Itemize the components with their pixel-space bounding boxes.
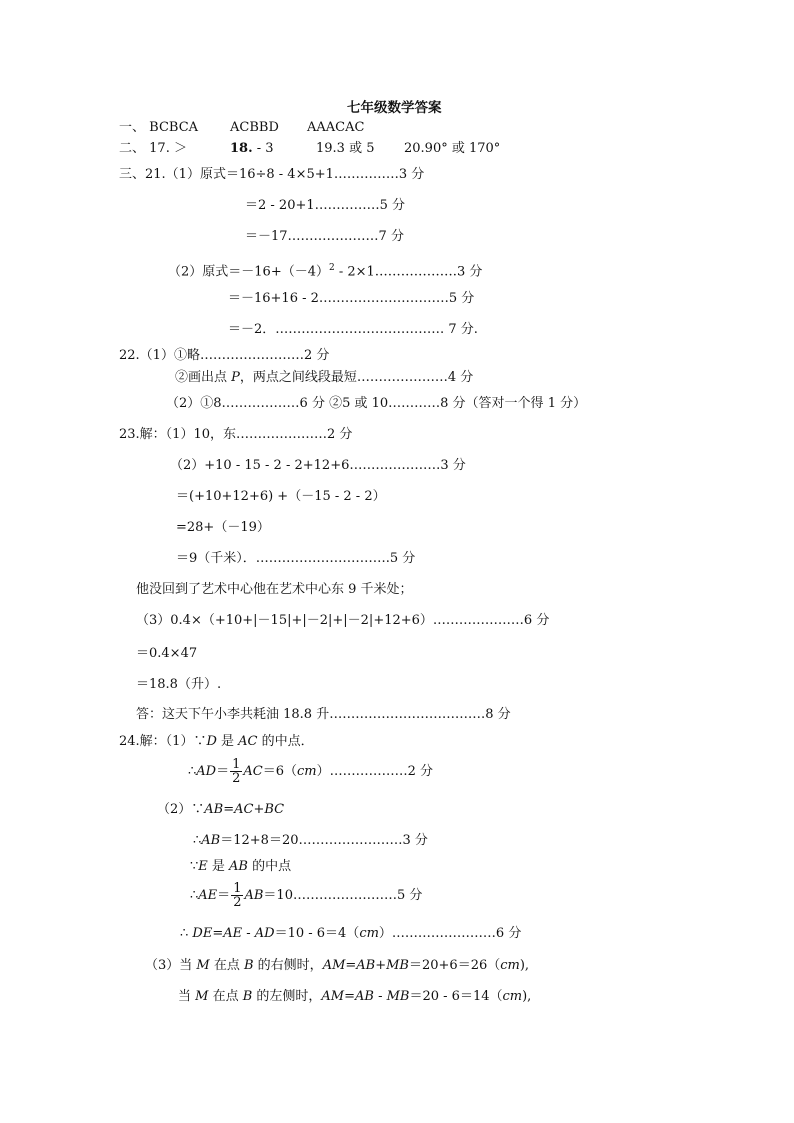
q24-line5-mid: 是 bbox=[207, 859, 230, 874]
unit-cm: cm bbox=[297, 764, 317, 779]
q23-line3: ＝(+10+12+6) +（－15 - 2 - 2） bbox=[176, 489, 386, 504]
q23-line10: 答：这天下午小李共耗油 18.8 升………………………………8 分 bbox=[136, 707, 511, 722]
unit-cm: cm bbox=[359, 926, 379, 941]
equals-sign: ＝ bbox=[217, 888, 231, 903]
unit-cm: cm bbox=[502, 989, 523, 1004]
q24-line8-mid: 在点 bbox=[209, 958, 244, 973]
q23-line8: ＝0.4×47 bbox=[136, 646, 198, 661]
q24-line8 bbox=[145, 957, 529, 975]
expr-ab-ac-bc: AB=AC+BC bbox=[204, 802, 285, 817]
section1-group1: BCBCA bbox=[149, 120, 199, 135]
q23-line9: ＝18.8（升）. bbox=[136, 677, 222, 692]
q24-line9-rest: ), bbox=[522, 989, 532, 1004]
q21-exponent: 2 bbox=[328, 263, 335, 273]
q18-answer bbox=[230, 140, 274, 158]
page-title: 七年级数学答案 bbox=[347, 100, 442, 116]
q21-line4 bbox=[168, 259, 482, 281]
q24-line9-text: 当 bbox=[178, 989, 196, 1004]
point-m: M bbox=[195, 989, 209, 1004]
q24-line1-text: 24.解：（1）∵ bbox=[119, 734, 207, 749]
segment-ab: AB bbox=[201, 833, 221, 848]
fraction-one-half bbox=[230, 758, 242, 785]
q24-line1-rest: 的中点． bbox=[257, 734, 314, 749]
equals-sign: ＝ bbox=[216, 764, 230, 779]
q24-line9-value: ＝20 - 6＝14（ bbox=[409, 989, 503, 1004]
segment-ab-2: AB bbox=[229, 859, 248, 874]
q24-line5-rest: 的中点 bbox=[248, 859, 292, 874]
q17-label: 17. bbox=[149, 141, 170, 156]
fraction-one-half bbox=[231, 882, 243, 909]
section2-label: 二、 bbox=[119, 141, 146, 156]
q18-label: 18. bbox=[230, 141, 253, 156]
q24-line9-mid: 在点 bbox=[208, 989, 243, 1004]
q24-line6 bbox=[190, 880, 422, 912]
q24-line6-rest: ＝10……………………5 分 bbox=[263, 888, 423, 903]
q21-line1: 三、21.（1）原式＝16÷8 - 4×5+1……………3 分 bbox=[119, 167, 425, 182]
q24-line9-mid2: 的左侧时， bbox=[252, 989, 322, 1004]
unit-cm: cm bbox=[500, 958, 520, 973]
q24-line4-rest: ＝12+8＝20……………………3 分 bbox=[220, 833, 428, 848]
expr-de: DE=AE - AD bbox=[192, 926, 275, 941]
q21-line5: ＝－16+16 - 2…………………………5 分 bbox=[228, 291, 475, 306]
q24-line9 bbox=[178, 988, 531, 1006]
fraction-numerator: 1 bbox=[233, 881, 242, 896]
section1-row bbox=[119, 119, 198, 137]
expr-am-sum: AM=AB+MB bbox=[322, 958, 409, 973]
q24-line7-value: ＝10 - 6＝4（ bbox=[274, 926, 360, 941]
because-symbol: ∵ bbox=[190, 859, 199, 874]
q21-line6: ＝－2．………………………………… 7 分. bbox=[228, 322, 478, 337]
q22-line2 bbox=[175, 369, 473, 387]
q22-line2-text: ②画出点 bbox=[175, 370, 232, 385]
q24-line8-mid2: 的右侧时， bbox=[253, 958, 323, 973]
point-d: D bbox=[206, 734, 217, 749]
point-b: B bbox=[243, 958, 254, 973]
q24-line1-mid: 是 bbox=[216, 734, 239, 749]
q20-answer: 20.90° 或 170° bbox=[404, 141, 501, 156]
q17-answer: ＞ bbox=[173, 141, 187, 156]
q22-line2-rest: ，两点之间线段最短…………………4 分 bbox=[239, 370, 474, 385]
fraction-denominator: 2 bbox=[232, 771, 241, 786]
q24-line4 bbox=[193, 832, 428, 850]
q24-line2 bbox=[188, 756, 433, 788]
section2-row bbox=[119, 140, 187, 158]
q23-line5: ＝9（千米）．………………………….5 分 bbox=[176, 551, 416, 566]
segment-ae: AE bbox=[198, 888, 218, 903]
segment-ad: AD bbox=[196, 764, 217, 779]
therefore-symbol: ∴ bbox=[190, 888, 199, 903]
therefore-symbol: ∴ bbox=[193, 833, 202, 848]
point-b: B bbox=[242, 989, 253, 1004]
therefore-symbol: ∴ bbox=[188, 764, 197, 779]
therefore-symbol: ∴ bbox=[180, 926, 193, 941]
q23-line7: （3）0.4×（+10+|－15|+|－2|+|－2|+12+6）…………………6 分 bbox=[136, 613, 550, 628]
q24-line5 bbox=[190, 858, 291, 876]
fraction-denominator: 2 bbox=[233, 895, 242, 910]
section1-group3: AAACAC bbox=[307, 120, 365, 135]
q23-line4: =28+（－19） bbox=[176, 520, 270, 535]
q24-line3-text: （2）∵ bbox=[157, 802, 205, 817]
q21-line3: ＝－17…………………7 分 bbox=[245, 229, 404, 244]
q24-line2-value: ＝6（ bbox=[262, 764, 298, 779]
point-e: E bbox=[198, 859, 208, 874]
q24-line8-value: ＝20+6＝26（ bbox=[408, 958, 501, 973]
point-m: M bbox=[196, 958, 210, 973]
point-p: P bbox=[231, 370, 240, 385]
q24-line2-rest: ）………………2 分 bbox=[316, 764, 434, 779]
segment-ac-2: AC bbox=[243, 764, 263, 779]
q22-line1: 22.（1）①略……………………2 分 bbox=[119, 348, 330, 363]
q21-line4-text: （2）原式＝－16+（－4） bbox=[168, 264, 329, 280]
fraction-numerator: 1 bbox=[232, 757, 241, 772]
q24-line1 bbox=[119, 733, 314, 751]
segment-ac: AC bbox=[238, 734, 258, 749]
q22-line3: （2）①8………………6 分 ②5 或 10…………8 分（答对一个得 1 分） bbox=[166, 396, 587, 411]
q24-line7-rest: ）……………………6 分 bbox=[378, 926, 522, 941]
q24-line7 bbox=[180, 925, 521, 943]
q24-line8-text: （3）当 bbox=[145, 958, 197, 973]
section1-label: 一、 bbox=[119, 120, 146, 135]
q21-line2: ＝2 - 20+1……………5 分 bbox=[245, 198, 406, 213]
segment-ab-3: AB bbox=[244, 888, 264, 903]
q24-line3 bbox=[157, 801, 284, 819]
q23-line1: 23.解：（1）10，东…………………2 分 bbox=[119, 427, 353, 442]
expr-am-diff: AM=AB - MB bbox=[321, 989, 410, 1004]
q23-line6: 他没回到了艺术中心他在艺术中心东 9 千米处； bbox=[136, 582, 413, 597]
q18-value: - 3 bbox=[256, 141, 274, 156]
section1-group2: ACBBD bbox=[230, 120, 279, 135]
q23-line2: （2）+10 - 15 - 2 - 2+12+6…………………3 分 bbox=[170, 458, 466, 473]
q19-answer: 19.3 或 5 bbox=[316, 141, 375, 156]
q24-line8-rest: ), bbox=[519, 958, 530, 973]
q21-line4-rest: - 2×1……………….3 分 bbox=[334, 264, 483, 280]
